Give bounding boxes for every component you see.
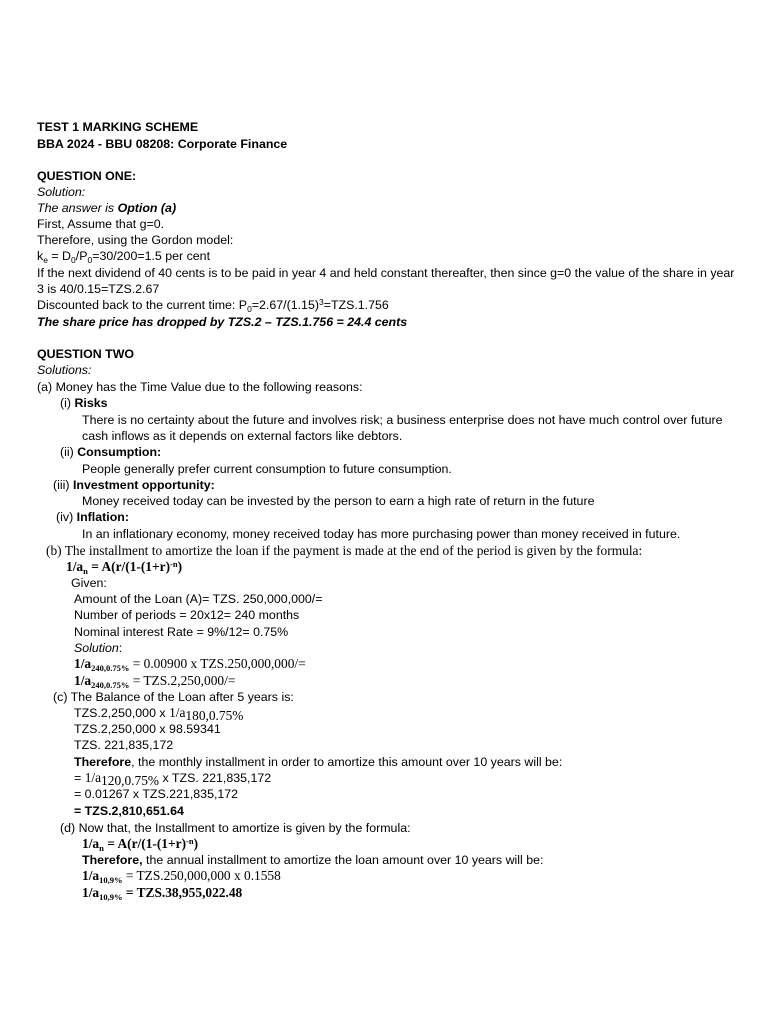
annuity-formula: $1/a_n = A(r/(1-(1+r)^{-n})$ (66, 559, 183, 576)
c-line-6: = 0.01267 x TZS.221,835,172 (74, 787, 239, 801)
reason-risks-text-2: cash inflows as it depends on external factors like debtors. (82, 429, 403, 443)
c-line-4: Therefore, the monthly installment in order to amortize this amount over 10 years will be: (74, 755, 563, 769)
c-final-result: = TZS.2,810,651.64 (74, 804, 184, 818)
reason-inflation-text: In an inflationary economy, money received today has more purchasing power than money received in future. (82, 527, 681, 541)
q2-part-c-intro: (c) The Balance of the Loan after 5 years is: (53, 690, 294, 704)
given-interest-rate: Nominal interest Rate = 9%/12= 0.75% (74, 625, 289, 639)
given-loan-amount: Amount of the Loan (A)= TZS. 250,000,000/= (74, 592, 323, 606)
reason-investment-text: Money received today can be invested by the person to earn a high rate of return in the future (82, 494, 595, 508)
d-formula: $1/a_n = A(r/(1-(1+r)^{-n})$ (82, 836, 199, 853)
c-line-1: TZS.2,250,000 x $1/a_{180,0.75\%}$ (74, 705, 244, 723)
reason-consumption-title: (ii) Consumption: (60, 445, 162, 459)
reason-risks-text-1: There is no certainty about the future and involves risk; a business enterprise does not have much control over future (82, 413, 723, 427)
q2-part-b-intro: (b) The installment to amortize the loan if the payment is made at the end of the period is given by the formula: (46, 543, 643, 558)
reason-inflation-title: (iv) Inflation: (56, 510, 129, 524)
reason-consumption-text: People generally prefer current consumption to future consumption. (82, 462, 452, 476)
course-title: BBA 2024 - BBU 08208: Corporate Finance (37, 137, 288, 151)
q1-line-dividend: If the next dividend of 40 cents is to be paid in year 4 and held constant thereafter, then since g=0 the value of the share in year (37, 266, 735, 280)
question-one-heading: QUESTION ONE: (37, 169, 137, 183)
c-line-2: TZS.2,250,000 x 98.59341 (74, 722, 221, 736)
b-solution-label: Solution: (74, 641, 123, 655)
q2-part-a-intro: (a) Money has the Time Value due to the following reasons: (37, 380, 363, 394)
c-line-3: TZS. 221,835,172 (74, 738, 174, 752)
d-installment-result: $1/a_{10,9\%} = TZS.38,955,022.48$ (82, 885, 243, 902)
q1-final-answer: The share price has dropped by TZS.2 – TZS.1.756 = 24.4 cents (37, 315, 408, 329)
given-periods: Number of periods = 20x12= 240 months (74, 608, 300, 622)
given-label: Given: (71, 576, 107, 590)
b-installment-result: $1/a_{240,0.75\%} = TZS.2,250,000/=$ (74, 673, 236, 690)
q1-line-value: 3 is 40/0.15=TZS.2.67 (37, 282, 160, 296)
q2-solutions-label: Solutions: (37, 363, 92, 377)
q1-answer-line: The answer is Option (a) (37, 201, 177, 215)
question-two-heading: QUESTION TWO (37, 347, 135, 361)
q1-solution-label: Solution: (37, 185, 86, 199)
d-installment-calc: $1/a_{10,9\%} = TZS.250,000,000$ x 0.1558 (82, 868, 281, 885)
reason-risks-title: (i) Risks (60, 396, 108, 410)
document-title: TEST 1 MARKING SCHEME (37, 120, 199, 134)
d-line-therefore: Therefore, the annual installment to amortize the loan amount over 10 years will be: (82, 853, 544, 867)
q1-line-ke: $k_e = D_0/P_0=30/200=1.5$ per cent (37, 249, 211, 265)
c-line-5: = $1/a_{120,0.75\%}$ x TZS. 221,835,172 (74, 770, 272, 788)
q1-line-gordon: Therefore, using the Gordon model: (37, 233, 234, 247)
q2-part-d-intro: (d) Now that, the Installment to amortize is given by the formula: (60, 821, 411, 835)
q1-answer-option: Option (a) (117, 201, 177, 215)
q1-line-assume: First, Assume that g=0. (37, 217, 165, 231)
b-installment-calc: $1/a_{240,0.75\%} = 0.00900$ x TZS.250,000,000/= (74, 656, 306, 673)
reason-investment-title: (iii) Investment opportunity: (53, 478, 215, 492)
q1-line-discounted: Discounted back to the current time: $P_0=2.67/(1.15)^3=TZS.1.756$ (37, 297, 389, 314)
